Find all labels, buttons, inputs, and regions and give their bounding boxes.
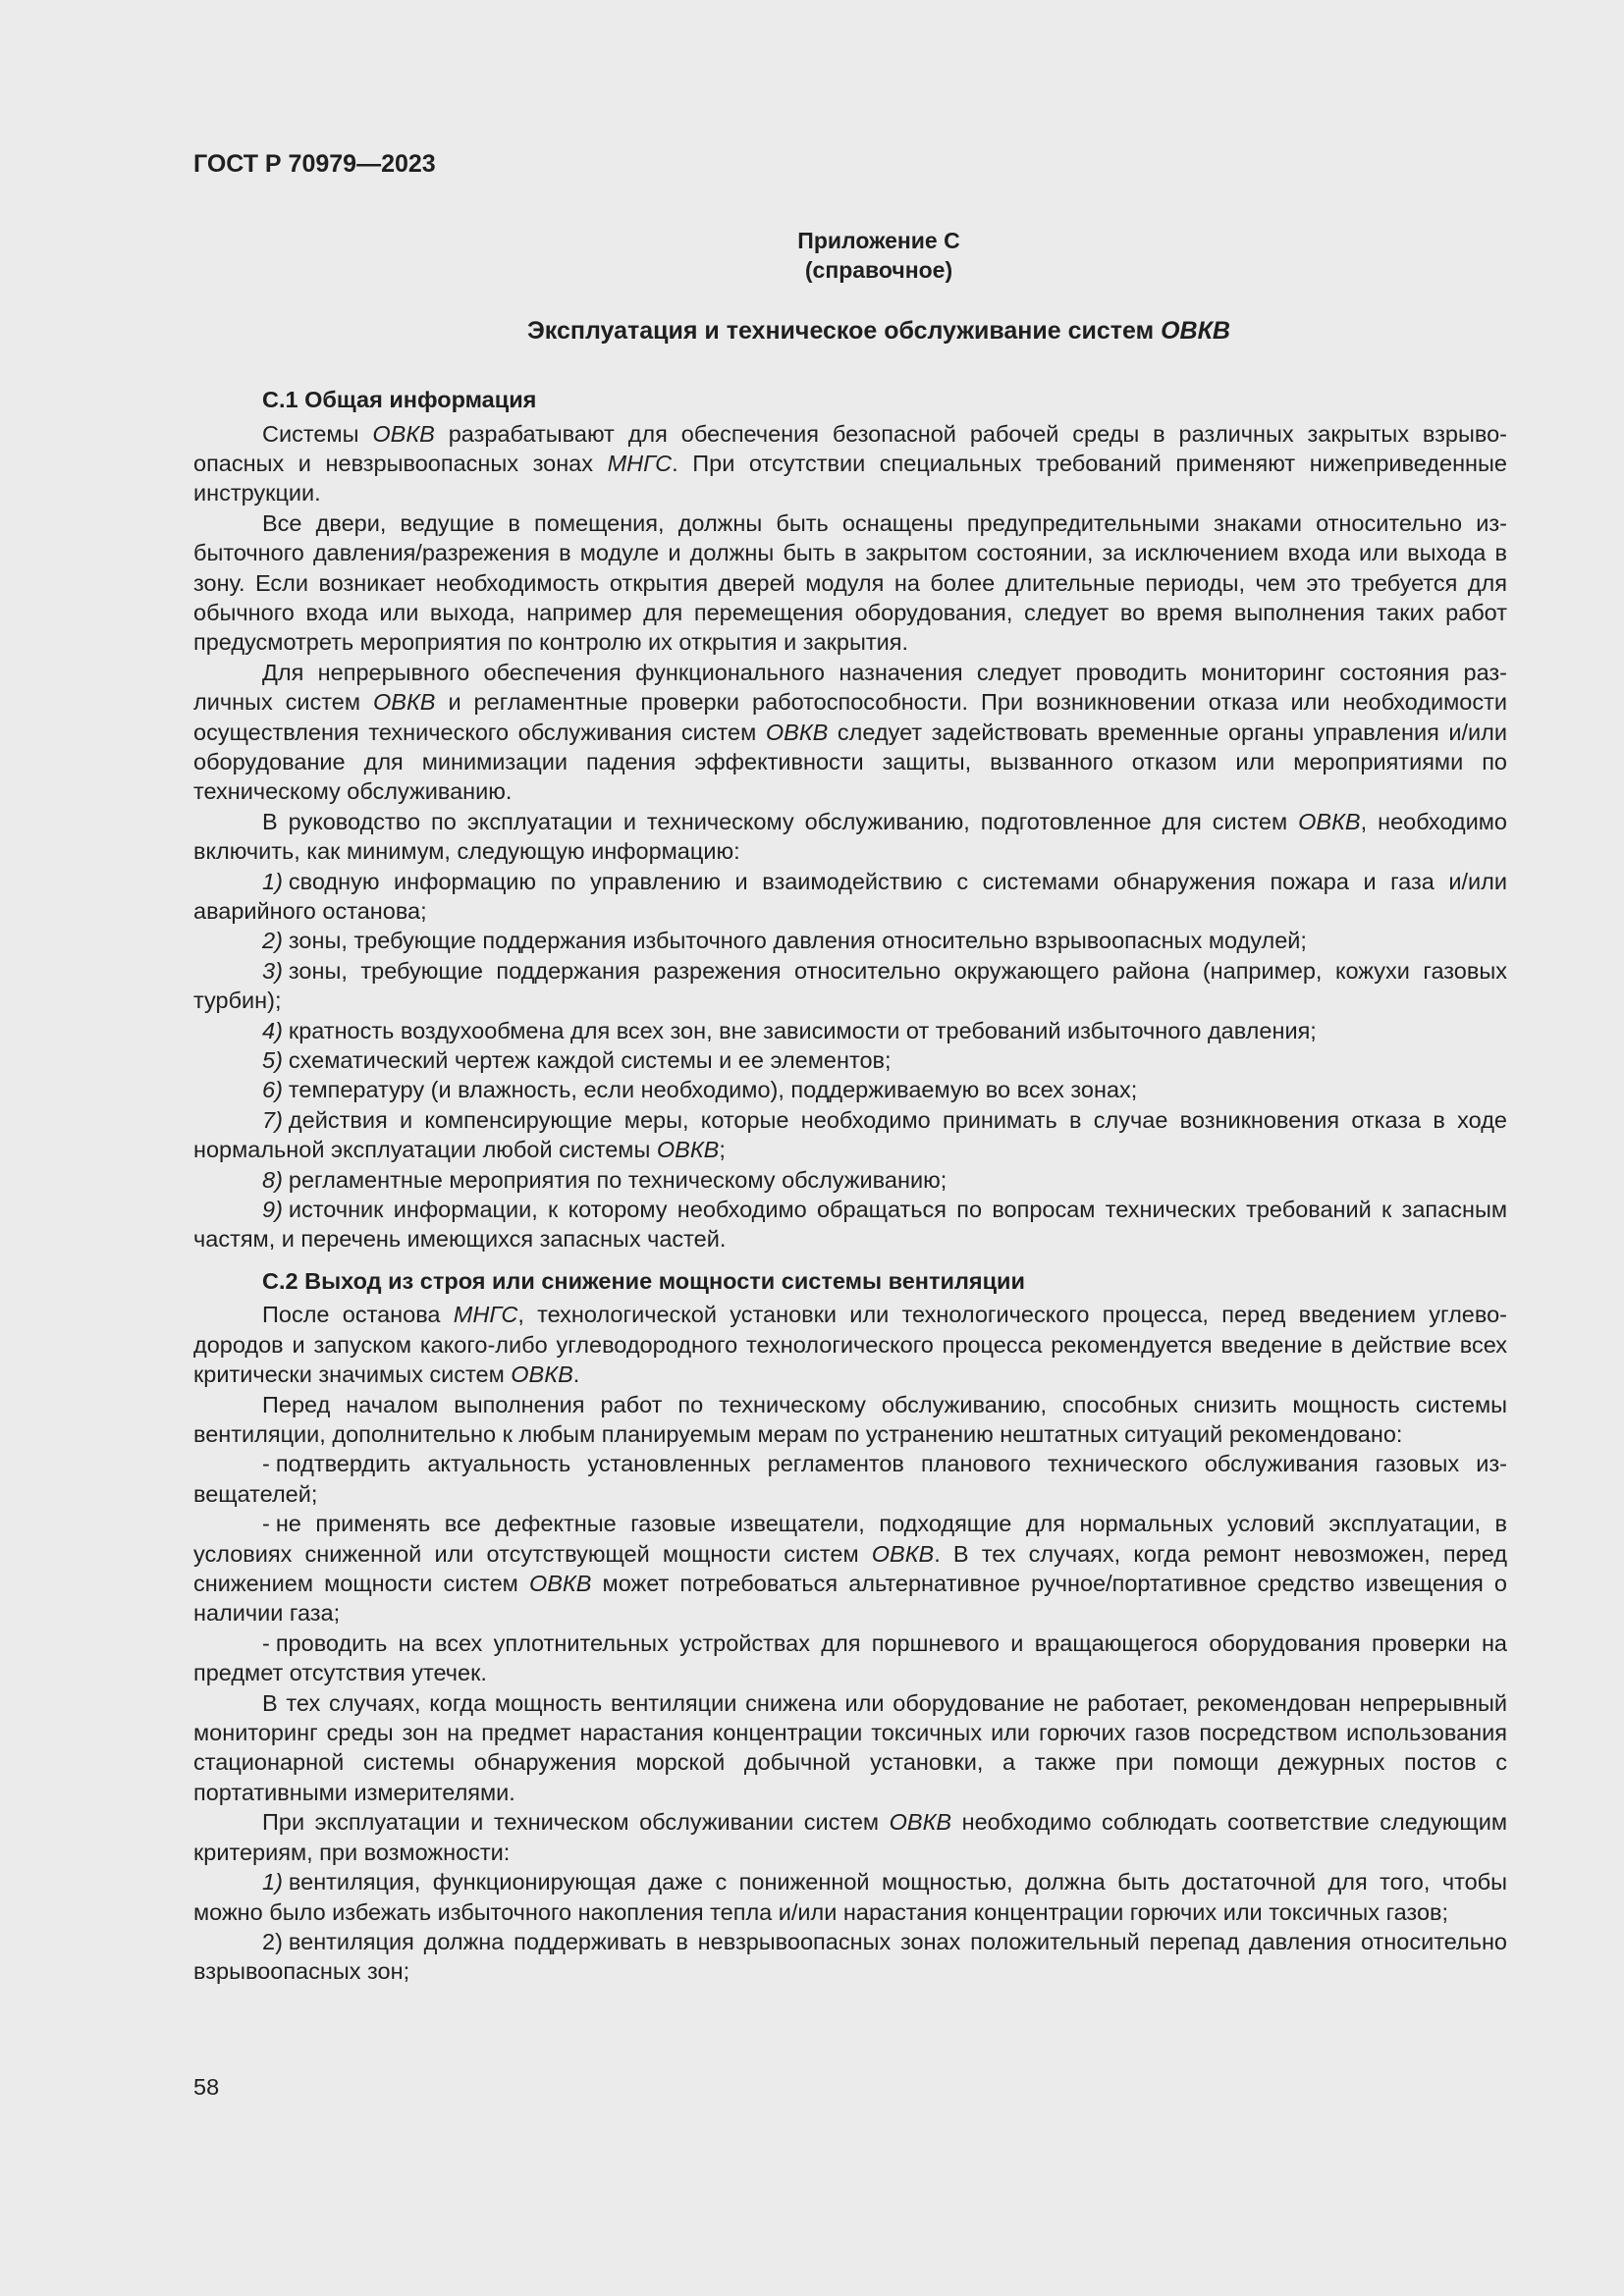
paragraph: В тех случаях, когда мощность вентиляции снижена или оборудование не работает, рекомендован непрерывный мониторинг среды зон на предмет нарастания концентрации токсичных или горючих газов посредством использования стационарной системы обнаружения морской добычной установки, а также при помощи дежурных постов с портативными измерителями. [193,1689,1507,1805]
appendix-label: Приложение С [797,228,960,253]
list-number: 9) [262,1197,283,1223]
list-item [193,1195,1507,1255]
list-item [193,1016,1507,1045]
list-number: 8) [262,1166,283,1193]
section-heading-c2: С.2 Выход из строя или снижение мощности системы вентиляции [262,1267,1025,1294]
text-run: следует задействовать временные органы управления и/или оборудование для минимизации падения эффективности защиты, вызванного отказом или мероприятиями по техническому обслуживанию. [193,719,1508,805]
document-code: ГОСТ Р 70979—2023 [193,150,436,178]
paragraph [193,1807,1507,1867]
text-run: ; [719,1137,726,1163]
list-item [193,867,1507,927]
list-item [193,1045,1507,1075]
abbrev: ОВКВ [511,1362,573,1388]
list-text: действия и компенсирующие меры, которые необходимо принимать в случае возникновения отказа в ходе нормальной эксплуатации любой системы [193,1106,1507,1163]
list-text: схематический чертеж каждой системы и ее элементов; [288,1047,892,1074]
list-number: 2) [262,1928,283,1954]
bullet-dash: - [262,1511,270,1537]
text-run: может потребоваться альтернативное ручное/портативное средство извещения о наличии газа; [193,1571,1507,1627]
list-number: 7) [262,1106,283,1133]
paragraph: Перед началом выполнения работ по техническому обслуживанию, способных снизить мощность системы вентиляции, дополнительно к любым планируемым мерам по устранению нештатных ситуаций рекомендовано: [193,1391,1507,1447]
list-number: 1) [262,1869,283,1896]
bullet-text: подтвердить актуальность установленных регламентов планового технического обслуживания газовых извещателей; [193,1451,1507,1507]
text-run: Для непрерывного обеспечения функционального назначения следует проводить мониторинг состояния различных систем [193,659,1507,716]
abbrev: ОВКВ [889,1809,952,1836]
list-item [193,1075,1507,1104]
list-text: зоны, требующие поддержания избыточного давления относительно взрывоопасных модулей; [288,928,1307,954]
list-number: 3) [262,957,283,984]
list-item [193,1867,1507,1927]
abbrev: ОВКВ [373,689,436,716]
bullet-dash: - [262,1629,270,1656]
list-text: зоны, требующие поддержания разрежения относительно окружающего района (например, кожухи газовых турбин); [193,957,1507,1014]
text-run: , необходимо включить, как минимум, следующую информацию: [193,808,1507,865]
abbrev: ОВКВ [528,1571,592,1597]
appendix-kind: (справочное) [804,257,953,283]
list-item [193,926,1507,955]
appendix-title [193,314,1507,347]
bullet-item [193,1629,1507,1688]
paragraph [193,1300,1507,1389]
list-number: 6) [262,1077,283,1103]
abbrev: ОВКВ [1298,808,1361,834]
list-text: кратность воздухообмена для всех зон, вне зависимости от требований избыточного давления; [288,1017,1317,1043]
list-text: вентиляция должна поддерживать в невзрывоопасных зонах положительный перепад давления относительно взрывоопасных зон; [193,1928,1507,1985]
text-run: , технологической установки или технологического процесса, перед введением углеводородов и запуском какого-либо углеводородного технологического процесса рекомендуется введение в действие всех критически значимых систем [193,1302,1507,1388]
text-run: . В тех случаях, когда ремонт невозможен, перед снижением мощности систем [193,1540,1507,1597]
text-run: . [572,1362,580,1388]
document-page [193,147,1507,1987]
appendix-heading [193,226,1507,285]
paragraph [193,807,1507,867]
page-number: 58 [193,2074,220,2100]
bullet-item [193,1449,1507,1509]
abbrev: ОВКВ [871,1540,935,1567]
list-number: 2) [262,928,283,954]
list-text: вентиляция, функционирующая даже с пониженной мощностью, должна быть достаточной для того, чтобы можно было избежать избыточного накопления тепла и/или нарастания концентрации горючих или токсичных газов; [193,1869,1507,1925]
text-run: После останова [262,1302,454,1328]
text-run: необходимо соблюдать соответствие следующим критериям, при возможности: [193,1809,1507,1865]
text-run: . При отсутствии специальных требований применяют нижеприведенные инструкции. [193,450,1507,507]
list-item [193,1927,1507,1987]
list-text: источник информации, к которому необходимо обращаться по вопросам технических требований к запасным частям, и перечень имеющихся запасных частей. [193,1197,1507,1253]
section-body-c2 [193,1300,1507,1986]
bullet-dash: - [262,1451,270,1477]
section-heading-c1: С.1 Общая информация [262,387,537,412]
abbrev: ОВКВ [656,1137,720,1163]
paragraph: Все двери, ведущие в помещения, должны быть оснащены предупредительными знаками относительно избыточного давления/разрежения в модуле и должны быть в закрытом состоянии, за исключением входа или выхода в зону. Если возникает необходимость открытия дверей модуля на более длительные периоды, чем это требуется для обычного входа или выхода, например для перемещения оборудования, следует во время выполнения таких работ предусмотреть мероприятия по контролю их открытия и закрытия. [193,509,1507,656]
list-item [193,956,1507,1016]
paragraph [193,658,1507,807]
abbrev: МНГС [453,1302,518,1328]
list-number: 1) [262,868,283,894]
abbrev: МНГС [607,450,673,476]
list-item [193,1165,1507,1195]
text-run: разрабатывают для обеспечения безопасной рабочей среды в различных закрытых взрывоопасных и невзрывоопасных зонах [193,420,1507,476]
appendix-title-text: Эксплуатация и техническое обслуживание систем [527,317,1162,345]
bullet-text: не применять все дефектные газовые извещатели, подходящие для нормальных условий эксплуатации, в условиях сниженной или отсутствующей мощности систем [193,1511,1507,1567]
list-text: регламентные мероприятия по техническому обслуживанию; [288,1166,947,1193]
text-run: Системы [262,420,373,447]
list-item [193,1105,1507,1165]
list-number: 4) [262,1017,283,1043]
section-body-c1 [193,419,1507,1255]
appendix-title-abbrev: ОВКВ [1161,317,1230,345]
abbrev: ОВКВ [765,719,829,745]
text-run: При эксплуатации и техническом обслуживании систем [262,1809,890,1836]
list-text: сводную информацию по управлению и взаимодействию с системами обнаружения пожара и газа и/или аварийного останова; [193,868,1507,924]
text-run: В руководство по эксплуатации и техническому обслуживанию, подготовленное для систем [262,808,1299,834]
list-number: 5) [262,1047,283,1074]
text-run: и регламентные проверки работоспособности. При возникновении отказа или необходимости осуществления технического обслуживания систем [193,689,1507,745]
bullet-text: проводить на всех уплотнительных устройствах для поршневого и вращающегося оборудования проверки на предмет отсутствия утечек. [193,1629,1507,1686]
abbrev: ОВКВ [372,420,435,447]
paragraph [193,419,1507,508]
bullet-item [193,1509,1507,1629]
list-text: температуру (и влажность, если необходимо), поддерживаемую во всех зонах; [288,1077,1138,1103]
